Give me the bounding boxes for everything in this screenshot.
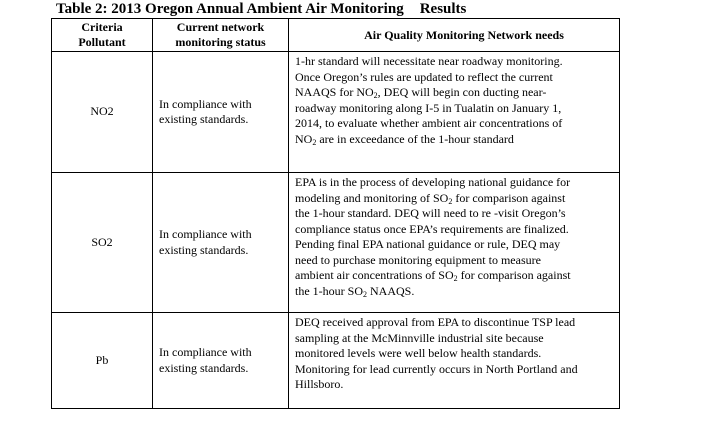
pollutant-cell: Pb: [52, 313, 153, 409]
needs-line: DEQ received approval from EPA to discontinue TSP lead: [295, 315, 576, 329]
status-line: In compliance with: [159, 96, 252, 111]
status-line: In compliance with: [159, 227, 252, 241]
needs-line: ambient air concentrations of $SO_2$ for comparison against: [295, 268, 571, 283]
table-header-row: [52, 19, 620, 52]
pollutant-cell: SO2: [52, 173, 153, 313]
header-criteria-line1: Criteria: [81, 20, 123, 34]
needs-line: modeling and monitoring of $SO_2$ for comparison against: [295, 190, 566, 206]
needs-line: NAAQS for $NO_2$, DEQ will begin con ducting near-: [295, 85, 547, 100]
status-cell: [153, 313, 289, 409]
needs-line: 1-hr standard will necessitate near roadway monitoring.: [295, 54, 563, 68]
table-title: [56, 1, 466, 18]
needs-line: sampling at the McMinnville industrial site because: [295, 330, 544, 345]
needs-line: roadway monitoring along I-5 in Tualatin on January 1,: [295, 100, 562, 115]
header-status-line2: monitoring status: [175, 35, 266, 49]
table-row-no2: [52, 52, 620, 173]
needs-line: Hillsboro.: [295, 377, 344, 391]
needs-cell: [289, 173, 620, 313]
header-status-line1: Current network: [176, 20, 265, 34]
needs-line: the 1-hour standard. DEQ will need to re -visit Oregon’s: [295, 206, 566, 220]
header-network-needs: Air Quality Monitoring Network needs: [289, 19, 620, 52]
table-title-main: Table 2: 2013 Oregon Annual Ambient Air Monitoring: [56, 1, 404, 17]
pollutant-cell: NO2: [52, 52, 153, 173]
needs-line: need to purchase monitoring equipment to measure: [295, 252, 541, 267]
header-criteria-line2: Pollutant: [78, 35, 126, 49]
status-line: existing standards.: [159, 360, 249, 375]
needs-line: monitored levels were well below health standards.: [295, 346, 542, 360]
table-row-so2: [52, 173, 620, 313]
header-monitoring-status: [153, 19, 289, 52]
needs-line: the 1-hour $SO_2$ NAAQS.: [295, 283, 415, 299]
status-cell: [153, 173, 289, 313]
status-line: In compliance with: [159, 345, 252, 359]
status-line: existing standards.: [159, 242, 249, 257]
needs-line: Pending final EPA national guidance or rule, DEQ may: [295, 237, 561, 251]
needs-line: $NO_2$ are in exceedance of the 1-hour standard: [295, 131, 514, 147]
needs-cell: [289, 52, 620, 173]
table-title-suffix: Results: [419, 1, 467, 17]
needs-line: Monitoring for lead currently occurs in North Portland and: [295, 361, 578, 376]
needs-line: compliance status once EPA’s requirements are finalized.: [295, 221, 569, 236]
needs-line: 2014, to evaluate whether ambient air concentrations of: [295, 116, 563, 130]
needs-line: EPA is in the process of developing national guidance for: [295, 175, 571, 189]
air-monitoring-table: [51, 18, 620, 409]
table-row-pb: [52, 313, 620, 409]
header-criteria-pollutant: [52, 19, 153, 52]
status-cell: [153, 52, 289, 173]
status-line: existing standards.: [159, 112, 249, 126]
needs-cell: [289, 313, 620, 409]
needs-line: Once Oregon’s rules are updated to reflect the current: [295, 69, 553, 84]
